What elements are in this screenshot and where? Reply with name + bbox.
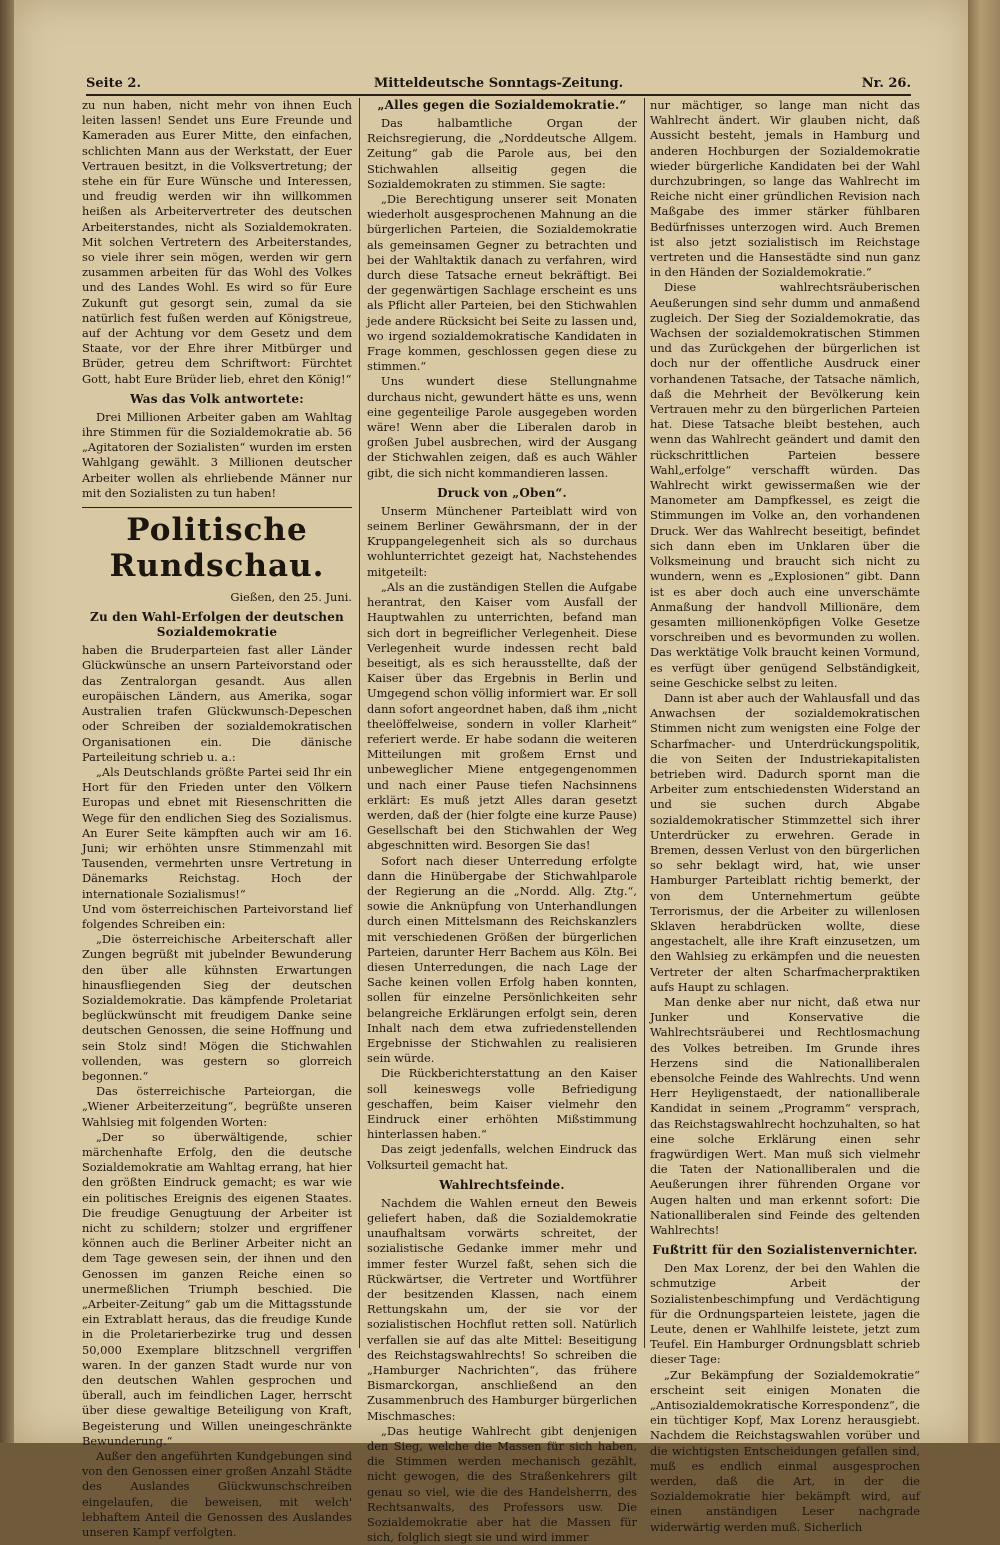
paragraph: Nachdem die Wahlen erneut den Beweis geliefert haben, daß die Sozialdemokratie unaufhaltsam vorwärts schreitet, der sozialistische Gedanke immer mehr und immer fester Wurzel faßt, sehen sich die Rückwärtser, die Vertreter und Wortführer der besitzenden Klassen, nach einem Rettungskahn um, der sie vor der sozialistischen Hochflut retten soll. Natürlich verfallen sie auf das alte Mittel: Beseitigung des Reichstagswahlrechts! So schreiben die „Hamburger Nachrichten“, das frühere Bismarckorgan, anschließend an den Zusammenbruch des Hamburger bürgerlichen Mischmasches: [367, 1195, 637, 1423]
paragraph: „Als an die zuständigen Stellen die Aufgabe herantrat, den Kaiser vom Ausfall der Hauptwahlen zu unterrichten, befand man sich dort in begreiflicher Verlegenheit. Diese Verlegenheit wurde indessen recht bald beseitigt, als es sich herausstellte, daß der Kaiser über das Ergebnis in Berlin und Umgegend schon völlig informiert war. Er soll dann sofort angeordnet haben, daß ihm „nicht theelöffelweise, sondern in voller Klarheit“ referiert werde. Er habe sodann die weiteren Mitteilungen mit großem Ernst und unbeweglicher Miene entgegengenommen und nach einer Pause tiefen Nachsinnens erklärt: Es muß jetzt Alles daran gesetzt werden, daß der (hier folgte eine kurze Pause) Gesellschaft bei den Stichwahlen der Weg abgeschnitten wird. Besorgen Sie das! [367, 579, 637, 853]
divider [82, 507, 352, 508]
paragraph: Das zeigt jedenfalls, welchen Eindruck das Volksurteil gemacht hat. [367, 1142, 637, 1172]
section-heading: Was das Volk antwortete: [130, 391, 304, 406]
paragraph: nur mächtiger, so lange man nicht das Wahlrecht ändert. Wir glauben nicht, daß Aussicht besteht, jemals in Hamburg und anderen Hochburgen der Sozialdemokratie wieder bürgerliche Kandidaten bei der Wahl durchzubringen, so lange das Wahlrecht im Reiche nicht einer gründlichen Revision nach Maßgabe des immer stärker fühlbaren Bedürfnisses unterzogen wird. Auch Bremen ist also jetzt sozialistisch im Reichstage vertreten und die Hansestädte sind nun ganz in den Händen der Sozialdemokratie.“ [650, 98, 920, 280]
running-header [86, 72, 911, 96]
paragraph: „Die Berechtigung unserer seit Monaten wiederholt ausgesprochenen Mahnung an die bürgerlichen Parteien, die Sozialdemokratie als gemeinsamen Gegner zu betrachten und bei der Wahltaktik danach zu verfahren, wird durch diese Tatsache erneut bekräftigt. Bei der gegenwärtigen Sachlage erscheint es uns als Pflicht aller Parteien, bei den Stichwahlen jede andere Rücksicht bei Seite zu lassen und, wo irgend sozialdemokratische Kandidaten in Frage kommen, geschlossen gegen diese zu stimmen.“ [367, 192, 637, 374]
paper-title: Mitteldeutsche Sonntags-Zeitung. [373, 76, 624, 91]
section-heading: Wahlrechtsfeinde. [439, 1177, 565, 1192]
page-stack-edge [968, 0, 1000, 1443]
paragraph: Die Rückberichterstattung an den Kaiser soll keineswegs volle Befriedigung geschaffen, beim Kaiser vielmehr den Eindruck einer erhöhten Mißstimmung hinterlassen haben.“ [367, 1066, 637, 1142]
column-2 [367, 98, 637, 1545]
paragraph: Drei Millionen Arbeiter gaben am Wahltag ihre Stimmen für die Sozialdemokratie ab. 56 „Agitatoren der Sozialisten“ wurden im ersten Wahlgang gewählt. 3 Millionen deutscher Arbeiter wollen als ehrliebende Männer nur mit den Sozialisten zu tun haben! [82, 409, 352, 500]
paragraph: Sofort nach dieser Unterredung erfolgte dann die Hinübergabe der Stichwahlparole der Regierung an die „Nordd. Allg. Ztg.“, sowie die Anknüpfung von Unterhandlungen durch einen Mittelsmann des Reichskanzlers mit verschiedenen Größen der bürgerlichen Parteien, darunter Herr Bachem aus Köln. Bei diesen Unterredungen, die nach Lage der Sache keinen vollen Erfolg haben konnten, sollen für einzelne Persönlichkeiten sehr belangreiche Erklärungen erfolgt sein, deren Inhalt nach dem etwa zufriedenstellenden Ergebnisse der Stichwahlen zu realisieren sein würde. [367, 853, 637, 1066]
section-heading: „Alles gegen die Sozialdemokratie.“ [377, 98, 627, 112]
paragraph: Das halbamtliche Organ der Reichsregierung, die „Norddeutsche Allgem. Zeitung“ gab die Parole aus, bei den Stichwahlen allseitig gegen die Sozialdemokraten zu stimmen. Sie sagte: [367, 116, 637, 191]
paragraph: „Der so überwältigende, schier märchenhafte Erfolg, den die deutsche Sozialdemokratie am Wahltag errang, hat hier den größten Eindruck gemacht; es war wie ein politisches Ereignis des eigenen Staates. Die freudige Genugtuung der Arbeiter ist nicht zu schildern; stolzer und ergriffener können auch die Berliner Arbeiter nicht an dem Tage gewesen sein, der ihnen und den Genossen im ganzen Reiche einen so unermeßlichen Triumph beschied. Die „Arbeiter-Zeitung“ gab um die Mittagsstunde ein Extrablatt heraus, das die freudige Kunde in die Proletarierbezirke trug und dessen 50,000 Exemplare blitzschnell vergriffen waren. In der ganzen Stadt wurde nur von den deutschen Wahlen gesprochen und überall, auch im feindlichen Lager, herrscht über diese gewaltige Beteiligung von Kraft, Begeisterung und Willen uneingeschränkte Bewunderung.“ [82, 1129, 352, 1448]
paragraph: „Das heutige Wahlrecht gibt denjenigen den Sieg, welche die Massen für sich haben, die Stimmen werden mechanisch gezählt, nicht gewogen, die des Straßenkehrers gilt genau so viel, wie die des Handelsherrn, des Rechtsanwalts, des Professors usw. Die Sozialdemokratie aber hat die Massen für sich, folglich siegt sie und wird immer [367, 1423, 637, 1545]
page-number: Seite 2. [86, 76, 141, 91]
column-divider [644, 98, 645, 1348]
column-divider [359, 98, 360, 1348]
dateline: Gießen, den 25. Juni. [230, 590, 352, 605]
paragraph: zu nun haben, nicht mehr von ihnen Euch leiten lassen! Sendet uns Eure Freunde und Kameraden aus Eurer Mitte, den einfachen, schlichten Mann aus der Werkstatt, der Euer Vertrauen besitzt, in die Volksvertretung; der stehe ein für Eure Wünsche und Interessen, und freudig werden wir ihn willkommen heißen als Arbeitervertreter des deutschen Arbeiterstandes, nicht als Sozialdemokraten. Mit solchen Vertretern des Arbeiterstandes, so viele ihrer sein mögen, werden wir gern zusammen arbeiten für das Wohl des Volkes und des Landes Wohl. Es wird so für Eure Zukunft gut gesorgt sein, zumal da sie natürlich fest fußen werden auf Königstreue, auf der Achtung vor dem Gesetz und dem Staate, vor der Ehre ihrer Mitbürger und Brüder, getreu dem Schriftwort: Fürchtet Gott, habt Eure Brüder lieb, ehret den König!“ [82, 98, 352, 386]
paragraph: „Zur Bekämpfung der Sozialdemokratie“ erscheint seit einigen Monaten die „Antisozialdemokratische Korrespondenz“, die ein tüchtiger Kopf, Max Lorenz herausgiebt. Nachdem die Reichstagswahlen vorüber und die wichtigsten Entscheidungen gefallen sind, muß es endlich einmal ausgesprochen werden, daß die Art, in der die Sozialdemokratie hier bekämpft wird, auf einen anständigen Leser nachgrade widerwärtig werden muß. Sicherlich [650, 1367, 920, 1534]
section-heading: Druck von „Oben“. [437, 485, 567, 500]
paragraph: Diese wahlrechtsräuberischen Aeußerungen sind sehr dumm und anmaßend zugleich. Der Sieg der Sozialdemokratie, das Wachsen der sozialdemokratischen Stimmen und das Zurückgehen der bürgerlichen ist doch nur der offentliche Ausdruck einer vorhandenen Tatsache, der Tatsache nämlich, daß die Mehrheit der Bevölkerung kein Vertrauen mehr zu den bürgerlichen Parteien hat. Diese Tatsache bleibt bestehen, auch wenn das Wahlrecht geändert und damit den rückschrittlichen Parteien bessere Wahl„erfolge“ verschafft würden. Das Wahlrecht wirkt gewissermaßen wie der Manometer am Dampfkessel, es zeigt die Stimmungen im Volke an, den vorhandenen Druck. Wer das Wahlrecht beseitigt, befindet sich dann eben im Unklaren über die Volksmeinung und braucht sich nicht zu wundern, wenn es „Explosionen“ gibt. Dann ist es aber doch auch eine unverschämte Anmaßung der handvoll Millionäre, dem gesamten millionenköpfigen Volke Gesetze vorschreiben und es bevormunden zu wollen. Das werktätige Volk braucht keinen Vormund, es verfügt über genügend Selbständigkeit, seine Geschicke selbst zu leiten. [650, 280, 920, 690]
column-3 [650, 98, 920, 1534]
header-rule [86, 94, 911, 96]
issue-number: Nr. 26. [861, 76, 911, 91]
section-heading: Zu den Wahl-Erfolgen der deutschen Sozialdemokratie [90, 610, 344, 640]
paragraph: Dann ist aber auch der Wahlausfall und das Anwachsen der sozialdemokratischen Stimmen nicht zum wenigsten eine Folge der Scharfmacher- und Unterdrückungspolitik, die von Seiten der Industriekapitalisten betrieben wird. Dadurch spornt man die Arbeiter zum entschiedensten Widerstand an und sie suchen durch Abgabe sozialdemokratischer Stimmzettel sich ihrer Unterdrücker zu erwehren. Gerade in Bremen, dessen Verlust von den bürgerlichen so sehr beklagt wird, hat, wie unser Hamburger Parteiblatt richtig bemerkt, der von dem Unternehmertum geübte Terrorismus, der die Arbeiter zu willenlosen Sklaven herabdrücken wollte, diese angestachelt, alle ihre Kraft einzusetzen, um den Wahlsieg zu erkämpfen und die neuesten Vertreter der alten Scharfmacherpraktiken aufs Haupt zu schlagen. [650, 690, 920, 994]
paragraph: Unserm Münchener Parteiblatt wird von seinem Berliner Gewährsmann, der in der Kruppangelegenheit sich als so durchaus wohlunterrichtet gezeigt hat, Nachstehendes mitgeteilt: [367, 503, 637, 579]
paragraph: Das österreichische Parteiorgan, die „Wiener Arbeiterzeitung“, begrüßte unseren Wahlsieg mit folgenden Worten: [82, 1084, 352, 1129]
paragraph: Den Max Lorenz, der bei den Wahlen die schmutzige Arbeit der Sozialistenbeschimpfung und Verdächtigung für die Ordnungsparteien leistete, jagen die Leute, denen er Wahlhilfe leistete, jetzt zum Teufel. Ein Hamburger Ordnungsblatt schrieb dieser Tage: [650, 1261, 920, 1367]
paragraph: „Als Deutschlands größte Partei seid Ihr ein Hort für den Frieden unter den Völkern Europas und ebnet mit Riesenschritten die Wege für den endlichen Sieg des Sozialismus. An Eurer Seite kämpften auch wir am 16. Juni; wir erhöhten unsre Stimmenzahl mit Tausenden, vermehrten unsre Vertretung in Dänemarks Reichstag. Hoch der internationale Sozialismus!“ [82, 764, 352, 901]
paragraph: Und vom österreichischen Parteivorstand lief folgendes Schreiben ein: [82, 901, 352, 931]
section-heading: Fußtritt für den Sozialistenvernichter. [652, 1243, 918, 1258]
column-1 [82, 98, 352, 1540]
paragraph: Uns wundert diese Stellungnahme durchaus nicht, gewundert hätte es uns, wenn eine gegenteilige Parole ausgegeben worden wäre! Wenn aber die Liberalen darob in großen Jubel ausbrechen, wird der Ausgang der Stichwahlen zeigen, daß es auch Wähler gibt, die sich nicht kommandieren lassen. [367, 374, 637, 480]
section-masthead: Politische Rundschau. [109, 512, 325, 585]
paragraph: haben die Bruderparteien fast aller Länder Glückwünsche an unsern Parteivorstand oder das Zentralorgan gesandt. Aus allen europäischen Ländern, aus Amerika, sogar Australien trafen Glückwunsch-Depeschen oder Schreiben der sozialdemokratischen Organisationen ein. Die dänische Parteileitung schrieb u. a.: [82, 643, 352, 764]
paragraph: Man denke aber nur nicht, daß etwa nur Junker und Konservative die Wahlrechtsräuberei und Rechtlosmachung des Volkes betreiben. Im Grunde ihres Herzens sind die Nationalliberalen ebensolche Feinde des Wahlrechts. Und wenn Herr Heyligenstaedt, der nationalliberale Kandidat in seinem „Programm“ versprach, das Reichstagswahlrecht hochzuhalten, so hat eine solche Erklärung einen sehr fragwürdigen Wert. Man muß sich vielmehr die Taten der Nationalliberalen und die Aeußerungen ihrer führenden Organe vor Augen halten und man erkennt sofort: Die Nationalliberalen sind Feinde des geltenden Wahlrechts! [650, 994, 920, 1238]
paragraph: Außer den angeführten Kundgebungen sind von den Genossen einer großen Anzahl Städte des Auslandes Glückwunschschreiben eingelaufen, die beweisen, mit welch' lebhaftem Anteil die Genossen des Auslandes unseren Kampf verfolgten. [82, 1449, 352, 1540]
paragraph: „Die österreichische Arbeiterschaft aller Zungen begrüßt mit jubelnder Bewunderung den über alle kühnsten Erwartungen hinausfliegenden Sieg der deutschen Sozialdemokratie. Das kämpfende Proletariat beglückwünscht mit freudigem Danke seine deutschen Genossen, die seine Hoffnung und sein Stolz sind! Mögen die Stichwahlen vollenden, was gestern so glorreich begonnen.“ [82, 932, 352, 1083]
